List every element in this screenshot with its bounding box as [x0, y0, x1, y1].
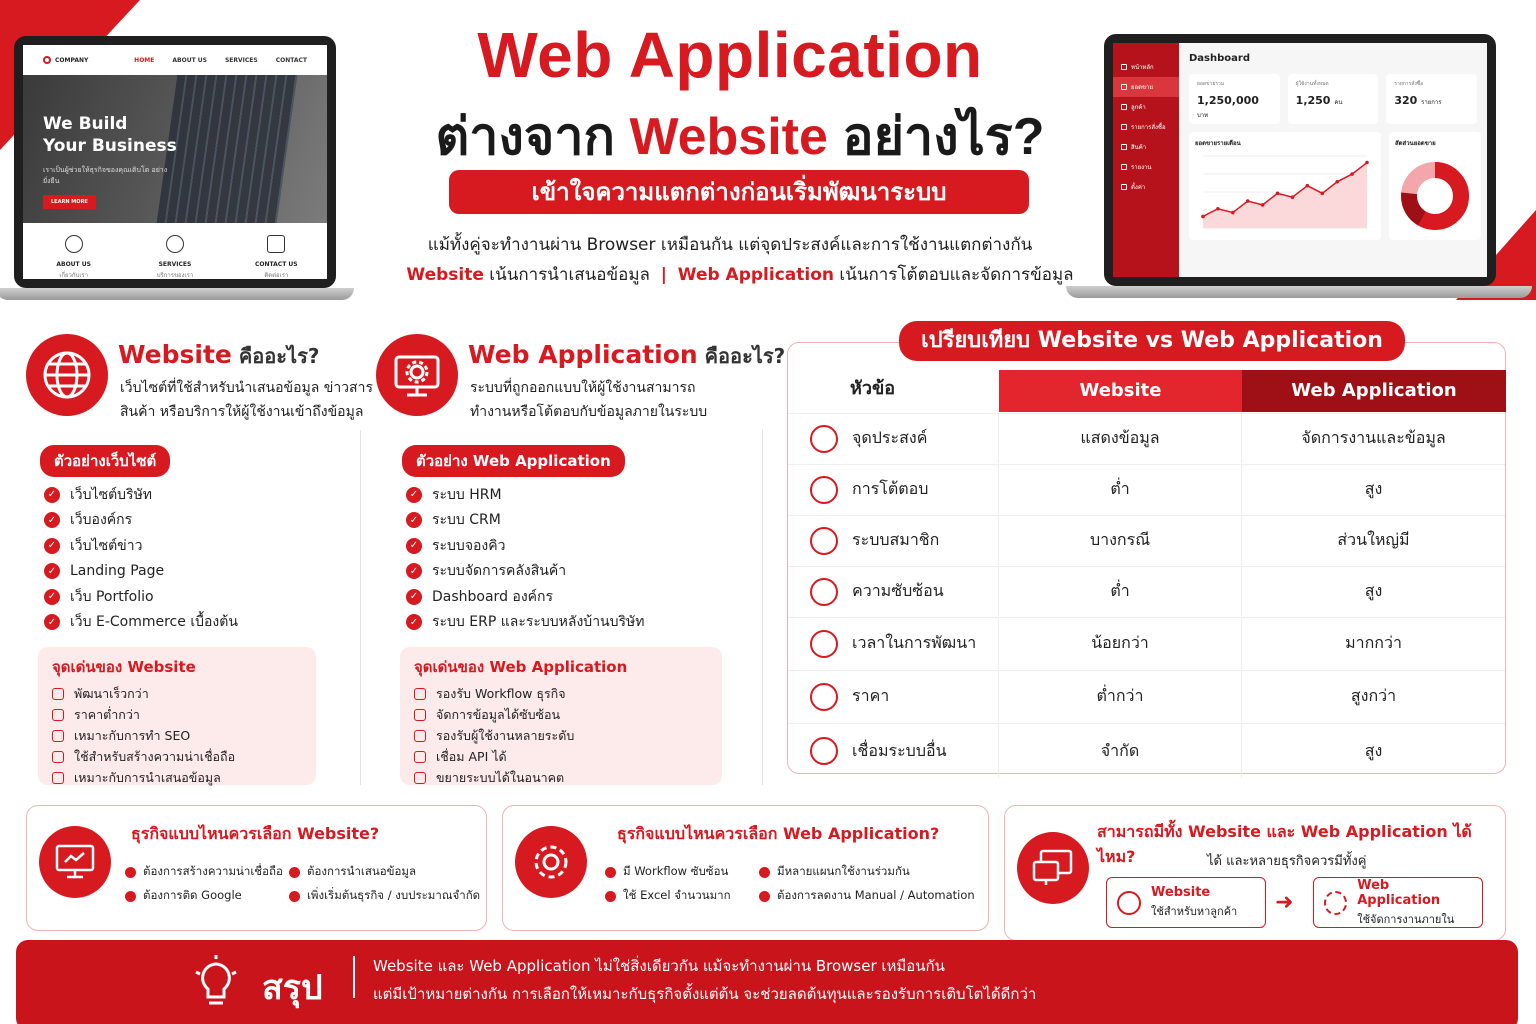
trust-icon — [52, 751, 64, 763]
list-item: ✓ ระบบ CRM — [406, 508, 645, 534]
dollar-icon — [810, 683, 838, 711]
row-webapp-value: สูง — [1241, 465, 1505, 514]
dashboard-main — [1179, 43, 1487, 277]
data-point — [1350, 172, 1354, 176]
list-item: ✓ ระบบ HRM — [406, 482, 645, 508]
line-chart-title: ยอดขายรายเดือน — [1195, 140, 1241, 147]
list-item: เพิ่งเริ่มต้นธุรกิจ / งบประมาณจำกัด — [289, 887, 480, 905]
puzzle-icon — [810, 578, 838, 606]
sidebar-item-sales[interactable]: ยอดขาย — [1113, 77, 1179, 97]
donut-chart — [1395, 156, 1475, 236]
intro-pill: เข้าใจความแตกต่างก่อนเริ่มพัฒนาระบบ — [449, 170, 1029, 214]
list-item: ✓ ระบบจองคิว — [406, 533, 645, 559]
globe-icon — [1117, 891, 1141, 915]
nav-home[interactable]: HOME — [134, 56, 155, 64]
row-webapp-value: ส่วนใหญ่มี — [1241, 516, 1505, 565]
feature-about[interactable]: ABOUT US เกี่ยวกับเรา — [34, 235, 114, 279]
list-item: ขยายระบบได้ในอนาคต — [414, 767, 708, 788]
choose-webapp-title: ธุรกิจแบบไหนควรเลือก Web Application? — [617, 824, 940, 843]
table-row — [788, 413, 1505, 463]
monitor-icon — [39, 826, 111, 898]
row-topic: ระบบสมาชิก — [788, 527, 998, 555]
row-webapp-value: สูง — [1241, 724, 1505, 778]
website-hero — [23, 75, 327, 223]
row-website-value: บางกรณี — [998, 516, 1241, 565]
row-website-value: ต่ำกว่า — [998, 671, 1241, 722]
list-item: ✓ เว็บไซต์ข่าว — [44, 533, 238, 559]
both-webapp-card: Web Application ใช้จัดการงานภายใน — [1313, 877, 1483, 928]
data-point — [1261, 203, 1265, 207]
row-topic: เชื่อมระบบอื่น — [788, 737, 998, 765]
sidebar-item-orders[interactable]: รายการสั่งซื้อ — [1113, 117, 1179, 137]
lightbulb-icon — [190, 954, 242, 1016]
table-row — [788, 723, 1505, 778]
feature-services[interactable]: SERVICES บริการของเรา — [135, 235, 215, 279]
arrow-right-icon: ➜ — [1275, 890, 1294, 915]
main-subtitle: ต่างจาก Website อย่างไร? — [435, 108, 1045, 166]
workflow-icon — [414, 688, 426, 700]
nav-contact[interactable]: CONTACT — [275, 56, 307, 64]
intro-text: แม้ทั้งคู่จะทำงานผ่าน Browser เหมือนกัน แต่จุดประสงค์และการใช้งานแตกต่างกัน — [427, 235, 1033, 255]
sidebar-item-reports[interactable]: รายงาน — [1113, 157, 1179, 177]
list-item: ต้องการติด Google — [125, 887, 242, 905]
list-item: พัฒนาเร็วกว่า — [52, 683, 302, 704]
learn-more-button[interactable]: LEARN MORE — [43, 195, 96, 209]
list-item: ✓ เว็บ Portfolio — [44, 584, 238, 610]
website-examples-list — [44, 482, 238, 635]
website-laptop-mockup — [14, 36, 336, 298]
users-icon — [810, 527, 838, 555]
intro-compare-text: Website เน้นการนำเสนอข้อมูล | Web Application เน้นการโต้ตอบและจัดการข้อมูล — [406, 265, 1074, 285]
list-item: ✓ เว็บไซต์บริษัท — [44, 482, 238, 508]
both-website-card: Website ใช้สำหรับหาลูกค้า — [1106, 877, 1266, 928]
webapp-pros-title: จุดเด่นของ Web Application — [414, 658, 628, 676]
list-item: ✓ ระบบ ERP และระบบหลังบ้านบริษัท — [406, 610, 645, 636]
divider — [360, 430, 361, 785]
user-icon — [65, 235, 83, 253]
table-row — [788, 670, 1505, 722]
sidebar-item-products[interactable]: สินค้า — [1113, 137, 1179, 157]
laptop-base-right — [1066, 286, 1532, 298]
data-point — [1320, 192, 1324, 196]
row-website-value: น้อยกว่า — [998, 618, 1241, 669]
line-chart — [1195, 148, 1375, 236]
donut-chart-title: สัดส่วนยอดขาย — [1395, 140, 1436, 147]
choose-website-title: ธุรกิจแบบไหนควรเลือก Website? — [131, 824, 380, 843]
row-website-value: ต่ำ — [998, 465, 1241, 514]
list-item: ราคาต่ำกว่า — [52, 704, 302, 725]
list-item: ✓ Landing Page — [44, 559, 238, 585]
data-point — [1276, 192, 1280, 196]
list-item: เหมาะกับการทำ SEO — [52, 725, 302, 746]
both-subtitle: ได้ และหลายธุรกิจควรมีทั้งคู่ — [1207, 854, 1367, 869]
feature-contact[interactable]: CONTACT US ติดต่อเรา — [236, 235, 316, 279]
list-item: ต้องการสร้างความน่าเชื่อถือ — [125, 863, 283, 881]
list-item: ✓ เว็บ E-Commerce เบื้องต้น — [44, 610, 238, 636]
table-row — [788, 617, 1505, 669]
table-header-webapp: Web Application — [1242, 370, 1506, 412]
data-point — [1216, 207, 1220, 211]
row-webapp-value: มากกว่า — [1241, 618, 1505, 669]
globe-icon — [26, 334, 108, 416]
table-header-topic: หัวข้อ — [850, 378, 896, 399]
webapp-pros-box — [400, 647, 722, 785]
dashboard-sidebar — [1113, 43, 1179, 277]
comparison-title: เปรียบเทียบ Website vs Web Application — [899, 321, 1405, 361]
table-row — [788, 464, 1505, 514]
gear-icon — [515, 826, 587, 898]
sidebar-item-settings[interactable]: ตั้งค่า — [1113, 177, 1179, 197]
list-item: ✓ เว็บองค์กร — [44, 508, 238, 534]
website-examples-tag: ตัวอย่างเว็บไซต์ — [40, 445, 170, 477]
webapp-laptop-mockup — [1104, 34, 1496, 300]
sidebar-item-customers[interactable]: ลูกค้า — [1113, 97, 1179, 117]
choose-webapp-box — [502, 805, 989, 931]
kpi-orders: รายการสั่งซื้อ 320 รายการ — [1386, 74, 1477, 124]
dashboard-charts — [1189, 132, 1477, 240]
table-row — [788, 566, 1505, 616]
api-icon — [414, 751, 426, 763]
table-row — [788, 515, 1505, 565]
data-point — [1246, 199, 1250, 203]
donut-chart-card — [1389, 132, 1481, 240]
click-icon — [810, 476, 838, 504]
summary-footer — [16, 940, 1518, 1024]
divider — [762, 430, 763, 785]
kpi-sales: ยอดขายรวม 1,250,000 บาท — [1189, 74, 1280, 124]
sidebar-item-home[interactable]: หน้าหลัก — [1113, 57, 1179, 77]
devices-icon — [1017, 832, 1089, 904]
row-website-value: แสดงข้อมูล — [998, 414, 1241, 463]
row-topic: ความซับซ้อน — [788, 578, 998, 606]
list-item: มี Workflow ซับซ้อน — [605, 863, 728, 881]
dashboard-title: Dashboard — [1189, 53, 1250, 64]
website-features — [23, 223, 327, 279]
list-item: มีหลายแผนกใช้งานร่วมกัน — [759, 863, 910, 881]
both-title: สามารถมีทั้ง Website และ Web Application ได้ไหม? — [1097, 822, 1472, 866]
data-point — [1335, 180, 1339, 184]
expand-icon — [414, 772, 426, 784]
nav-about[interactable]: ABOUT US — [172, 56, 207, 64]
list-item: จัดการข้อมูลได้ซับซ้อน — [414, 704, 708, 725]
webapp-description: ระบบที่ถูกออกแบบให้ผู้ใช้งานสามารถ ทำงานหรือโต้ตอบกับข้อมูลภายในระบบ — [470, 380, 708, 420]
main-title: Web Application — [477, 19, 983, 91]
website-screen — [23, 45, 327, 279]
list-item: รองรับผู้ใช้งานหลายระดับ — [414, 725, 708, 746]
list-item: ต้องการนำเสนอข้อมูล — [289, 863, 416, 881]
dashboard-screen — [1113, 43, 1487, 277]
laptop-base — [0, 288, 354, 300]
row-topic: การโต้ตอบ — [788, 476, 998, 504]
target-icon — [810, 425, 838, 453]
row-webapp-value: จัดการงานและข้อมูล — [1241, 414, 1505, 463]
kpi-users: ผู้ใช้งานทั้งหมด 1,250 คน — [1288, 74, 1379, 124]
data-point — [1306, 184, 1310, 188]
list-item: รองรับ Workflow ธุรกิจ — [414, 683, 708, 704]
summary-text: Website และ Web Application ไม่ใช่สิ่งเดียวกัน แม้จะทำงานผ่าน Browser เหมือนกัน แต่มีเป้าหมายต่างกัน การเลือกให้เหมาะกับธุรกิจตั้งแต่ต้น จะช่วยลดต้นทุนและรองรับการเติบโตได้ดีกว่า — [373, 957, 1037, 1003]
hero-heading-2: Your Business — [43, 136, 177, 156]
list-item: ✓ Dashboard องค์กร — [406, 584, 645, 610]
list-item: ✓ ระบบจัดการคลังสินค้า — [406, 559, 645, 585]
gear-icon — [1324, 891, 1347, 915]
row-webapp-value: สูง — [1241, 567, 1505, 616]
choose-website-box — [26, 805, 487, 931]
line-chart-card — [1189, 132, 1381, 240]
website-heading: Website คืออะไร? — [118, 340, 320, 369]
clock-icon — [810, 630, 838, 658]
price-icon — [52, 709, 64, 721]
row-webapp-value: สูงกว่า — [1241, 671, 1505, 722]
summary-label: สรุป — [262, 968, 323, 1008]
hero-text: เราเป็นผู้ช่วยให้ธุรกิจของคุณเติบโต อย่างยั่งยืน — [43, 166, 168, 185]
people-icon — [166, 235, 184, 253]
webapp-heading: Web Application คืออะไร? — [468, 340, 786, 369]
data-point — [1365, 161, 1369, 165]
monitor-gear-icon — [376, 334, 458, 416]
data-point — [1231, 211, 1235, 215]
website-nav — [23, 45, 327, 75]
both-box — [1004, 805, 1506, 941]
nav-services[interactable]: SERVICES — [224, 56, 258, 64]
row-topic: ราคา — [788, 683, 998, 711]
list-item: เหมาะกับการนำเสนอข้อมูล — [52, 767, 302, 788]
link-icon — [810, 737, 838, 765]
website-pros-box — [38, 647, 316, 785]
kpi-row — [1189, 74, 1477, 124]
document-icon — [52, 772, 64, 784]
website-logo: COMPANY — [43, 56, 116, 64]
row-website-value: ต่ำ — [998, 567, 1241, 616]
hero-heading-1: We Build — [43, 114, 128, 134]
row-website-value: จำกัด — [998, 724, 1241, 778]
data-icon — [414, 709, 426, 721]
search-icon — [52, 730, 64, 742]
phone-icon — [267, 235, 285, 253]
table-header-website: Website — [999, 370, 1242, 412]
row-topic: เวลาในการพัฒนา — [788, 630, 998, 658]
data-point — [1201, 215, 1205, 219]
website-description: เว็บไซต์ที่ใช้สำหรับนำเสนอข้อมูล ข่าวสาร สินค้า หรือบริการให้ผู้ใช้งานเข้าถึงข้อมูล — [120, 380, 373, 420]
summary-divider — [353, 956, 355, 998]
list-item: ใช้ Excel จำนวนมาก — [605, 887, 731, 905]
comparison-table — [787, 342, 1506, 774]
list-item: เชื่อม API ได้ — [414, 746, 708, 767]
data-point — [1291, 195, 1295, 199]
users-icon — [414, 730, 426, 742]
website-pros-title: จุดเด่นของ Website — [52, 658, 196, 676]
row-topic: จุดประสงค์ — [788, 425, 998, 453]
speed-icon — [52, 688, 64, 700]
webapp-examples-tag: ตัวอย่าง Web Application — [402, 445, 625, 477]
list-item: ต้องการลดงาน Manual / Automation — [759, 887, 975, 905]
webapp-examples-list — [406, 482, 645, 635]
list-item: ใช้สำหรับสร้างความน่าเชื่อถือ — [52, 746, 302, 767]
